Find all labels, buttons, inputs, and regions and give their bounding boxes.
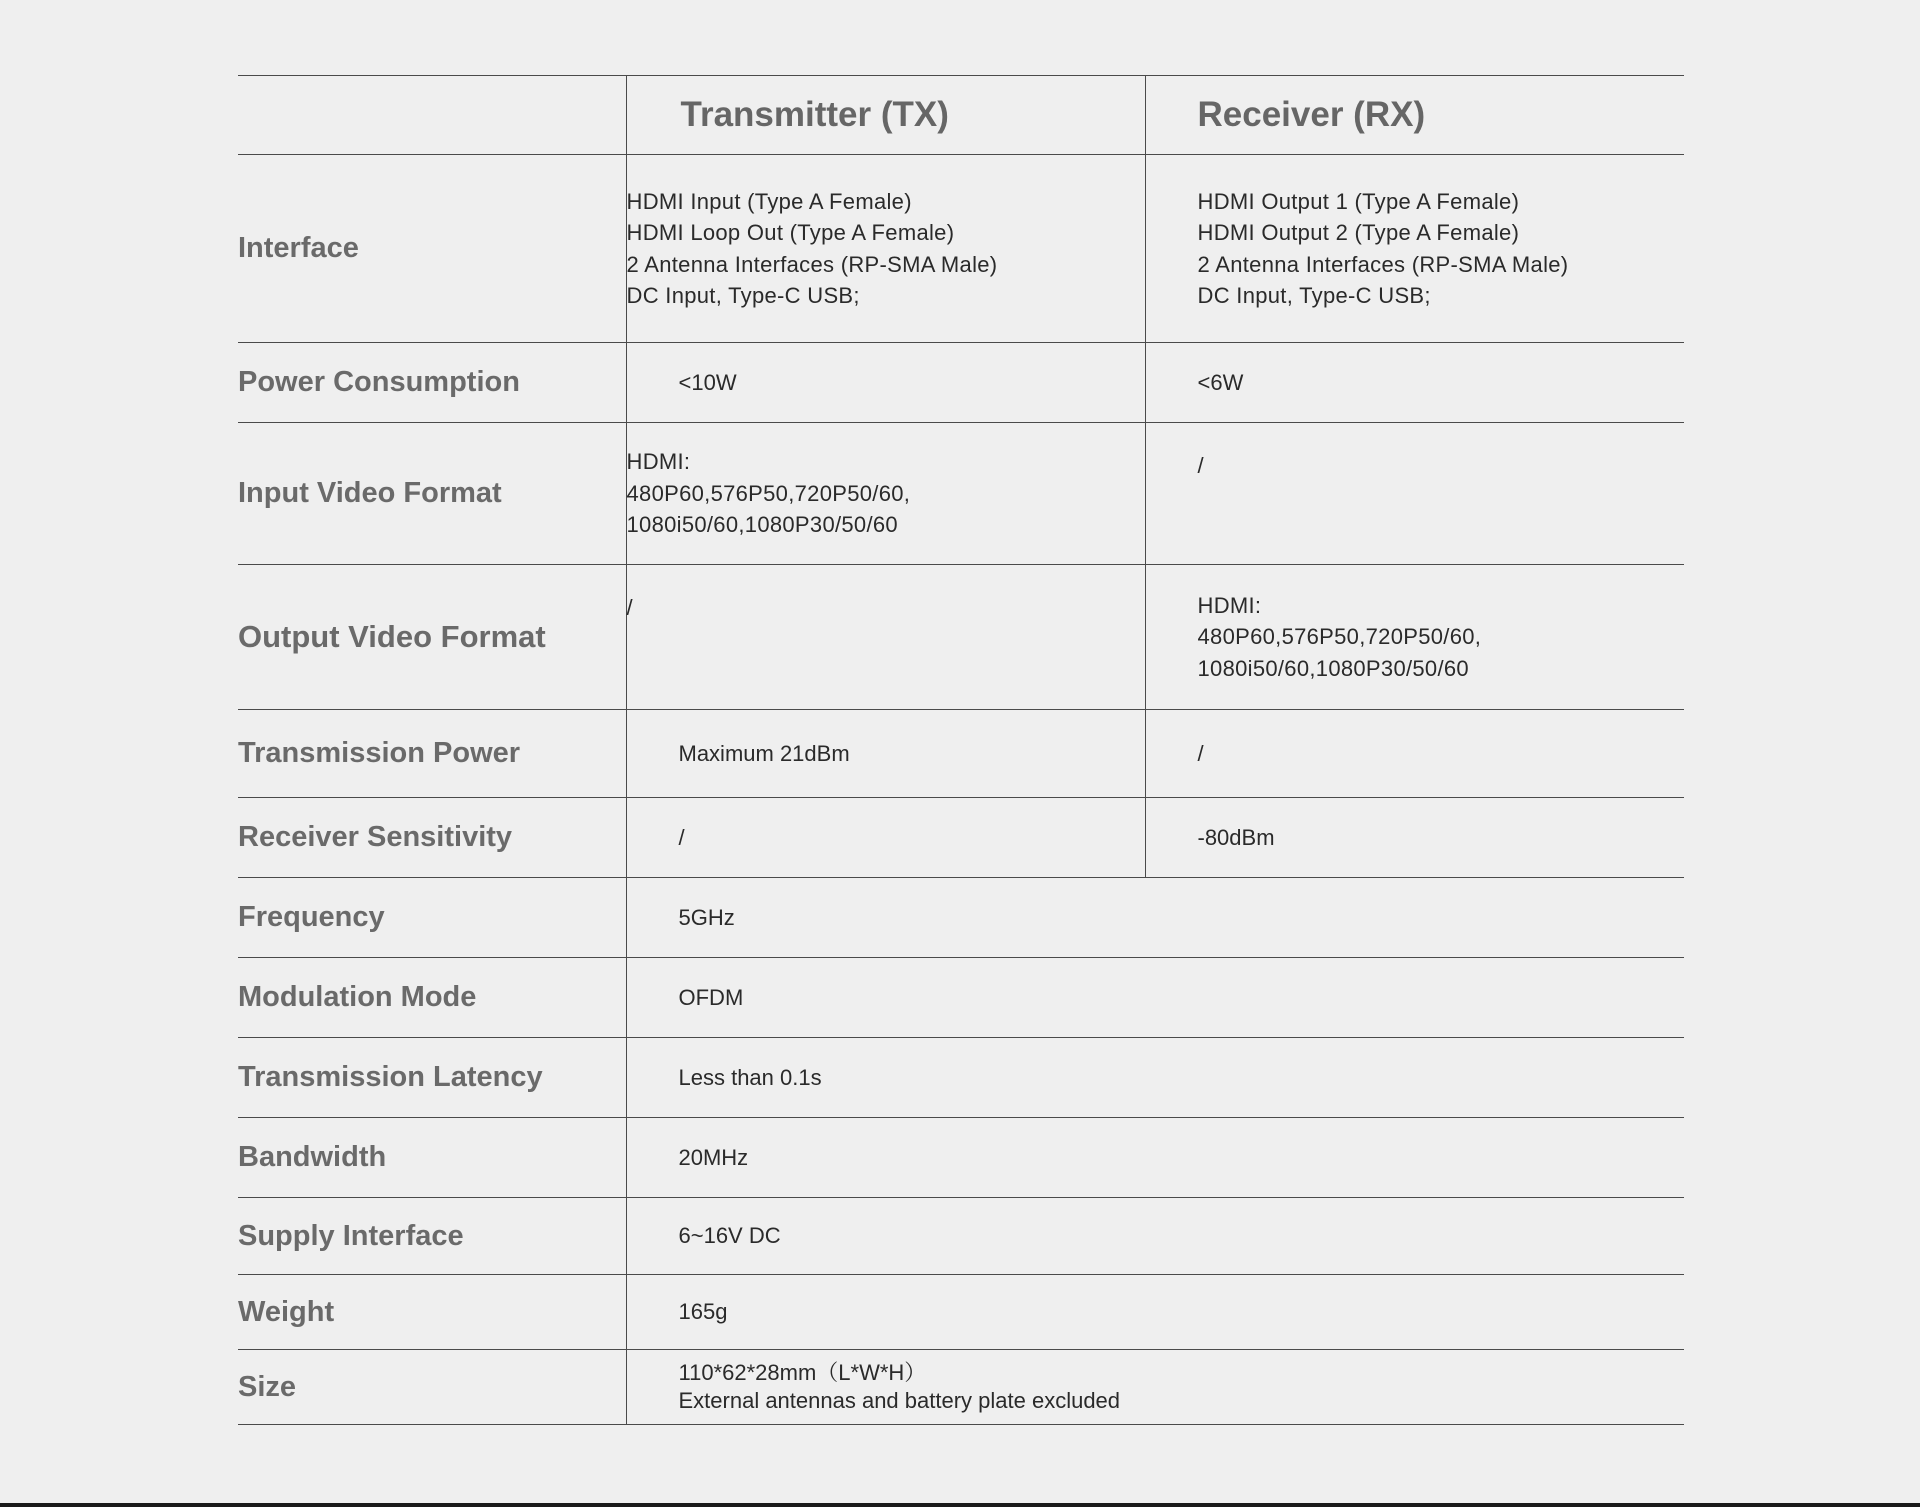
row-bandwidth <box>238 1118 1684 1198</box>
transmission-power-tx: Maximum 21dBm <box>626 710 1145 798</box>
row-label: Transmission Power <box>238 710 626 798</box>
interface-tx-line: DC Input, Type-C USB; <box>626 283 860 308</box>
transmission-power-rx: / <box>1145 710 1684 798</box>
row-label: Input Video Format <box>238 423 626 565</box>
header-row <box>238 76 1684 155</box>
row-label: Power Consumption <box>238 343 626 423</box>
interface-rx-line: 2 Antenna Interfaces (RP-SMA Male) <box>1197 251 1569 277</box>
row-output-video-format <box>238 565 1684 710</box>
header-transmitter <box>626 76 1145 155</box>
interface-rx-line: DC Input, Type-C USB; <box>1197 283 1431 308</box>
row-label: Transmission Latency <box>238 1038 626 1118</box>
output-video-format-rx-line: HDMI: <box>1197 592 1262 618</box>
receiver-sensitivity-tx: / <box>626 798 1145 878</box>
row-transmission-latency <box>238 1038 1684 1118</box>
row-label: Weight <box>238 1275 626 1350</box>
output-video-format-rx-line: 1080i50/60,1080P30/50/60 <box>1197 655 1469 681</box>
bandwidth-value: 20MHz <box>626 1118 1684 1198</box>
power-consumption-tx: <10W <box>626 343 1145 423</box>
output-video-format-rx-line: 480P60,576P50,720P50/60, <box>1197 624 1482 650</box>
output-video-format-tx: / <box>626 565 1145 710</box>
row-interface <box>238 155 1684 343</box>
size-value-line: External antennas and battery plate excluded <box>678 1388 1121 1413</box>
input-video-format-tx-line: 1080i50/60,1080P30/50/60 <box>626 512 898 538</box>
row-frequency <box>238 878 1684 958</box>
interface-rx-line: HDMI Output 2 (Type A Female) <box>1197 220 1520 245</box>
output-video-format-rx-cell <box>1145 565 1684 710</box>
transmission-latency-value: Less than 0.1s <box>626 1038 1684 1118</box>
frequency-value: 5GHz <box>626 878 1684 958</box>
modulation-mode-value: OFDM <box>626 958 1684 1038</box>
row-label: Output Video Format <box>238 565 626 710</box>
row-weight <box>238 1275 1684 1350</box>
row-label: Modulation Mode <box>238 958 626 1038</box>
spec-table <box>238 75 1684 1425</box>
header-receiver <box>1145 76 1684 155</box>
interface-tx-line: HDMI Loop Out (Type A Female) <box>626 220 955 245</box>
bottom-edge-bar <box>0 1503 1920 1507</box>
supply-interface-value: 6~16V DC <box>626 1198 1684 1275</box>
input-video-format-tx-line: 480P60,576P50,720P50/60, <box>626 480 911 506</box>
header-corner <box>238 76 626 155</box>
size-value-cell <box>626 1350 1684 1425</box>
receiver-sensitivity-rx: -80dBm <box>1145 798 1684 878</box>
header-receiver-label: Receiver (RX) <box>1197 95 1426 134</box>
power-consumption-rx: <6W <box>1145 343 1684 423</box>
input-video-format-rx: / <box>1145 423 1684 565</box>
header-transmitter-label: Transmitter (TX) <box>680 95 949 134</box>
row-label: Frequency <box>238 878 626 958</box>
row-label: Interface <box>238 155 626 343</box>
weight-value: 165g <box>626 1275 1684 1350</box>
interface-tx-line: 2 Antenna Interfaces (RP-SMA Male) <box>626 251 998 277</box>
interface-rx-line: HDMI Output 1 (Type A Female) <box>1197 188 1520 214</box>
interface-tx-cell <box>626 155 1145 343</box>
row-label: Receiver Sensitivity <box>238 798 626 878</box>
interface-tx-line: HDMI Input (Type A Female) <box>626 188 912 214</box>
row-modulation-mode <box>238 958 1684 1038</box>
input-video-format-tx-line: HDMI: <box>626 449 691 475</box>
row-receiver-sensitivity <box>238 798 1684 878</box>
input-video-format-tx-cell <box>626 423 1145 565</box>
row-power-consumption <box>238 343 1684 423</box>
row-size <box>238 1350 1684 1425</box>
row-supply-interface <box>238 1198 1684 1275</box>
row-transmission-power <box>238 710 1684 798</box>
row-label: Size <box>238 1350 626 1425</box>
row-label: Supply Interface <box>238 1198 626 1275</box>
interface-rx-cell <box>1145 155 1684 343</box>
size-value-line: 110*62*28mm（L*W*H） <box>678 1360 927 1385</box>
row-input-video-format <box>238 423 1684 565</box>
row-label: Bandwidth <box>238 1118 626 1198</box>
